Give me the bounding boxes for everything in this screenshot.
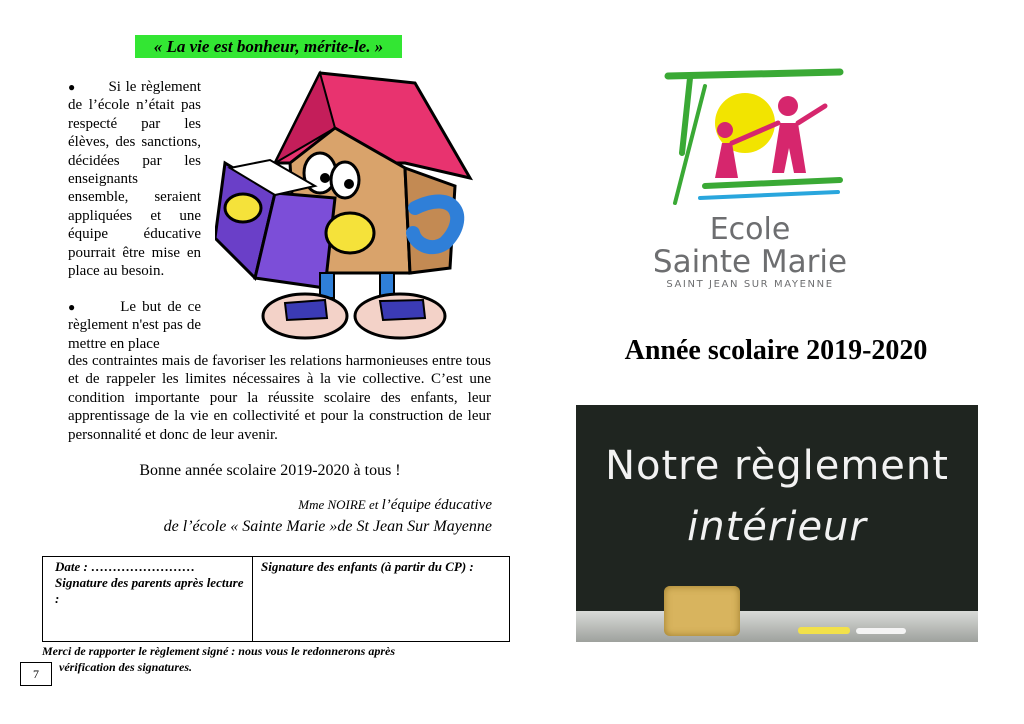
logo-line-location: SAINT JEAN SUR MAYENNE (666, 279, 834, 290)
chalkboard-line1: Notre règlement (605, 443, 949, 489)
chalkboard-line2: intérieur (687, 504, 867, 550)
logo-line-ecole: Ecole (709, 212, 791, 247)
return-note-line1: Merci de rapporter le règlement signé : nous vous le redonnerons après (42, 644, 396, 658)
chalk-icon (856, 628, 906, 634)
signature-name: Mme NOIRE et (298, 497, 379, 512)
return-note (42, 643, 512, 675)
return-note-line2: vérification des signatures. (59, 660, 193, 674)
signature-table (42, 556, 510, 642)
paragraph-goal-continued: des contraintes mais de favoriser les relations harmonieuses entre tous et de rappeler les limites nécessaires à la vie collective. C’est une condition importante pour la réussite scolaire des enfants, leur apprentissage de la vie en collectivité et pour la construction de leur personnalité et donc de leur avenir. (68, 353, 491, 443)
parents-signature-label: Signature des parents après lecture : (55, 575, 244, 606)
signature-school: de l’école « Sainte Marie »de St Jean Sur Mayenne (163, 518, 492, 535)
chalkboard-ledge (576, 611, 978, 642)
bullet-icon: ● (68, 300, 78, 314)
house-mascot-illustration (215, 68, 485, 348)
sponge-icon (664, 586, 740, 636)
date-label: Date : …………………… (55, 559, 196, 574)
motto-banner: « La vie est bonheur, mérite-le. » (135, 35, 402, 58)
page-number: 7 (20, 662, 52, 686)
parents-signature-cell[interactable] (43, 557, 253, 642)
children-signature-cell[interactable] (253, 557, 510, 642)
signature-author (240, 497, 492, 514)
school-logo-icon (660, 68, 845, 208)
chalk-icon (798, 627, 850, 634)
paragraph-sanctions (68, 78, 201, 280)
paragraph-goal (68, 298, 201, 353)
paragraph-sanctions-text: Si le règlement de l’école n’était pas respecté par les élèves, des sanctions, décidées par les enseignants ensemble, seraient appliquées et une équipe éducative pourrait être mise en place au besoin. (68, 79, 202, 280)
greeting-text: Bonne année scolaire 2019-2020 à tous ! (139, 462, 401, 479)
paragraph-goal-text: Le but de ce règlement n'est pas de mettre en place (68, 299, 201, 352)
chalkboard-image (576, 405, 978, 642)
children-signature-label: Signature des enfants (à partir du CP) : (261, 559, 474, 574)
bullet-icon: ● (68, 80, 77, 94)
signature-team: l’équipe éducative (381, 497, 492, 513)
logo-line-sainte-marie: Sainte Marie (652, 244, 848, 280)
school-year-title: Année scolaire 2019-2020 (624, 335, 928, 366)
